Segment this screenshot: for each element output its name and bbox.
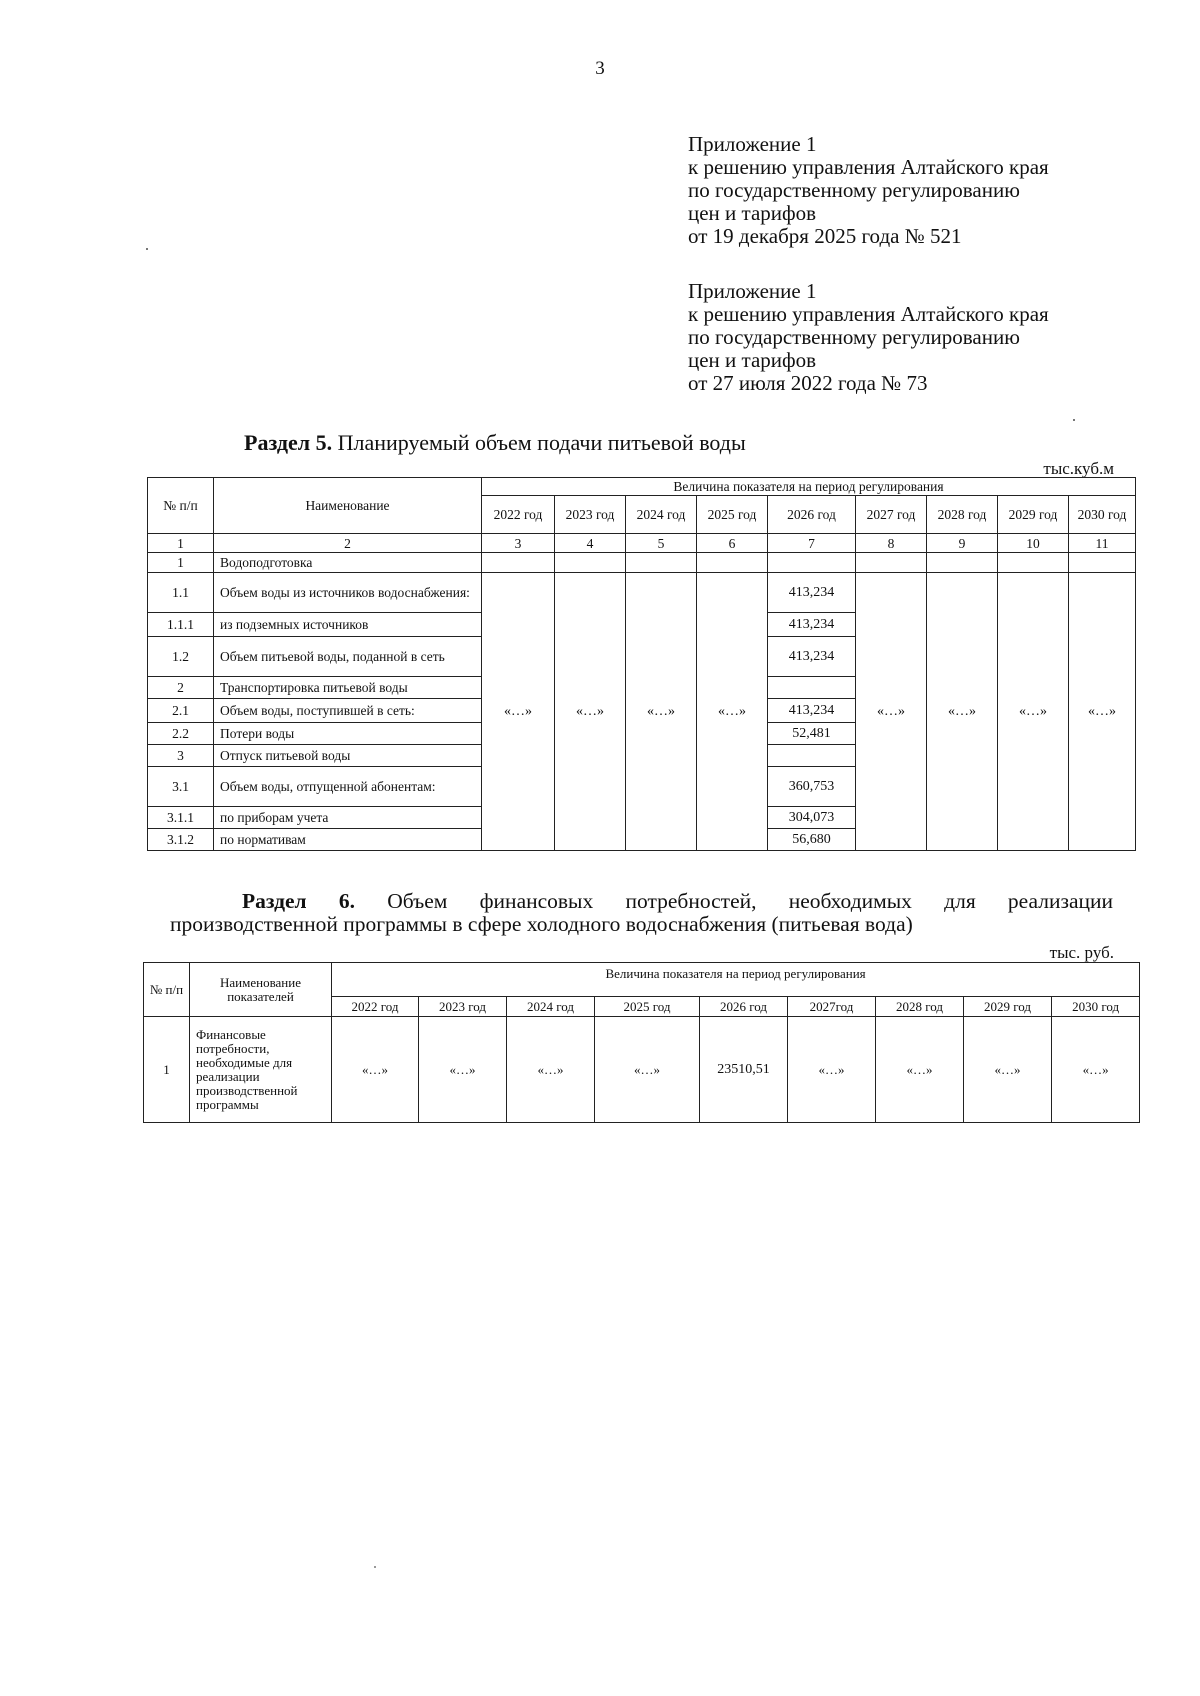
row-num: 1 (144, 1017, 190, 1123)
row-num: 2.2 (148, 723, 214, 745)
row-name: из подземных источников (214, 613, 482, 637)
scan-speck (146, 248, 148, 250)
header-year: 2026 год (768, 496, 856, 534)
row-value-2026: 413,234 (768, 699, 856, 723)
header-period: Величина показателя на период регулирования (482, 478, 1136, 496)
page-number: 3 (595, 58, 605, 79)
table-row (148, 573, 1136, 613)
row-name: Водоподготовка (214, 553, 482, 573)
section6-unit: тыс. руб. (1049, 943, 1114, 962)
row-value-2026: 52,481 (768, 723, 856, 745)
appendix-line: к решению управления Алтайского края (688, 155, 1049, 179)
col-number: 8 (856, 534, 927, 553)
header-year: 2023 год (555, 496, 626, 534)
col-number: 9 (927, 534, 998, 553)
row-value: «…» (595, 1017, 700, 1123)
header-year: 2024 год (626, 496, 697, 534)
header-num: № п/п (148, 478, 214, 534)
header-year: 2025 год (595, 997, 700, 1017)
row-num: 1.2 (148, 637, 214, 677)
row-num: 3.1.1 (148, 807, 214, 829)
table-row (148, 553, 1136, 573)
scan-speck (374, 1566, 376, 1568)
appendix-line: по государственному регулированию (688, 178, 1020, 202)
section5-unit: тыс.куб.м (1043, 459, 1114, 478)
header-year: 2028 год (876, 997, 964, 1017)
row-name: по нормативам (214, 829, 482, 851)
header-num: № п/п (144, 963, 190, 1017)
appendix-line: от 19 декабря 2025 года № 521 (688, 224, 962, 248)
appendix-line: Приложение 1 (688, 279, 817, 303)
placeholder-2027: «…» (856, 573, 927, 851)
header-year: 2026 год (700, 997, 788, 1017)
row-value-2026: 413,234 (768, 573, 856, 613)
row-name: Объем воды, поступившей в сеть: (214, 699, 482, 723)
header-name: Наименование (214, 478, 482, 534)
row-num: 3.1 (148, 767, 214, 807)
section5-title-number: Раздел 5. (244, 430, 333, 455)
header-year: 2025 год (697, 496, 768, 534)
section6-title (170, 890, 1113, 936)
col-number: 4 (555, 534, 626, 553)
row-num: 3 (148, 745, 214, 767)
col-number: 1 (148, 534, 214, 553)
row-value-2026: 360,753 (768, 767, 856, 807)
header-year: 2030 год (1052, 997, 1140, 1017)
row-value-2026: 413,234 (768, 637, 856, 677)
header-name: Наименование показателей (190, 963, 332, 1017)
appendix-line: Приложение 1 (688, 132, 817, 156)
header-year: 2028 год (927, 496, 998, 534)
appendix-line: по государственному регулированию (688, 325, 1020, 349)
section6-title-line1 (170, 890, 1113, 913)
row-value: «…» (876, 1017, 964, 1123)
col-number: 5 (626, 534, 697, 553)
header-period: Величина показателя на период регулирования (332, 963, 1140, 997)
row-name: Отпуск питьевой воды (214, 745, 482, 767)
placeholder-2025: «…» (697, 573, 768, 851)
placeholder-2022: «…» (482, 573, 555, 851)
row-name: Финансовые потребности, необходимые для реализации производственной программы (190, 1017, 332, 1123)
row-value: «…» (419, 1017, 507, 1123)
placeholder-2029: «…» (998, 573, 1069, 851)
row-num: 2.1 (148, 699, 214, 723)
section6-title-number: Раздел 6. (242, 889, 355, 913)
row-name: Объем воды из источников водоснабжения: (214, 573, 482, 613)
row-num: 3.1.2 (148, 829, 214, 851)
col-number: 7 (768, 534, 856, 553)
row-value: «…» (507, 1017, 595, 1123)
header-year: 2024 год (507, 997, 595, 1017)
row-value-2026 (768, 553, 856, 573)
placeholder-2030: «…» (1069, 573, 1136, 851)
section5-title-text: Планируемый объем подачи питьевой воды (337, 430, 746, 455)
row-name: Потери воды (214, 723, 482, 745)
appendix-line: цен и тарифов (688, 348, 817, 372)
row-value-2026: 304,073 (768, 807, 856, 829)
col-number: 3 (482, 534, 555, 553)
header-year: 2029 год (964, 997, 1052, 1017)
col-number: 10 (998, 534, 1069, 553)
row-value-2026 (768, 677, 856, 699)
section5-table (147, 477, 1136, 851)
section6-title-text: Объем финансовых потребностей, необходимых для реализации (387, 889, 1114, 913)
placeholder-2028: «…» (927, 573, 998, 851)
row-name: Объем воды, отпущенной абонентам: (214, 767, 482, 807)
row-num: 1 (148, 553, 214, 573)
row-value: «…» (332, 1017, 419, 1123)
appendix-line: цен и тарифов (688, 201, 817, 225)
col-number: 11 (1069, 534, 1136, 553)
row-name: Объем питьевой воды, поданной в сеть (214, 637, 482, 677)
appendix-old-block (688, 280, 1049, 395)
header-year: 2027год (788, 997, 876, 1017)
header-year: 2030 год (1069, 496, 1136, 534)
section5-title (244, 430, 746, 456)
row-value: «…» (788, 1017, 876, 1123)
header-year: 2023 год (419, 997, 507, 1017)
row-value: 23510,51 (700, 1017, 788, 1123)
row-num: 1.1 (148, 573, 214, 613)
row-name: Транспортировка питьевой воды (214, 677, 482, 699)
header-year: 2029 год (998, 496, 1069, 534)
appendix-new-block (688, 133, 1049, 248)
placeholder-2023: «…» (555, 573, 626, 851)
appendix-line: от 27 июля 2022 года № 73 (688, 371, 928, 395)
appendix-line: к решению управления Алтайского края (688, 302, 1049, 326)
section6-title-line2: производственной программы в сфере холодного водоснабжения (питьевая вода) (170, 912, 913, 936)
row-value-2026: 56,680 (768, 829, 856, 851)
scan-speck (1073, 419, 1075, 421)
row-value: «…» (964, 1017, 1052, 1123)
row-name: по приборам учета (214, 807, 482, 829)
header-year: 2022 год (482, 496, 555, 534)
header-year: 2022 год (332, 997, 419, 1017)
header-year: 2027 год (856, 496, 927, 534)
row-value-2026: 413,234 (768, 613, 856, 637)
row-num: 2 (148, 677, 214, 699)
col-number: 2 (214, 534, 482, 553)
table-row (144, 1017, 1140, 1123)
placeholder-2024: «…» (626, 573, 697, 851)
row-num: 1.1.1 (148, 613, 214, 637)
section6-table (143, 962, 1140, 1123)
row-value-2026 (768, 745, 856, 767)
col-number: 6 (697, 534, 768, 553)
row-value: «…» (1052, 1017, 1140, 1123)
